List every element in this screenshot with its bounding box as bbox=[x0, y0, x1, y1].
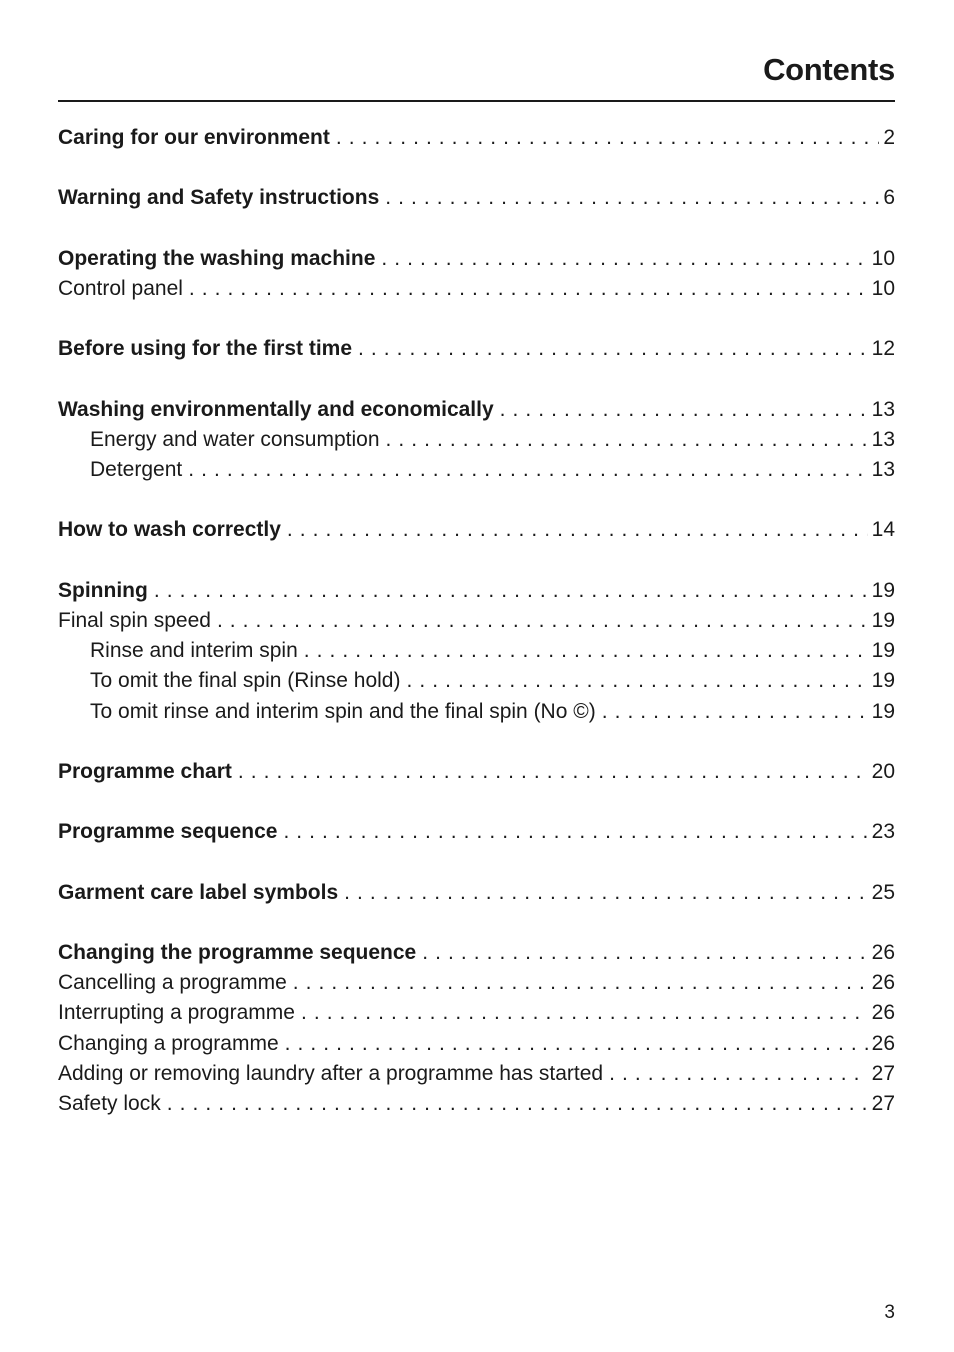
toc-entry-label: Garment care label symbols bbox=[58, 880, 339, 904]
toc-entry-page: 13 bbox=[871, 458, 895, 482]
toc-entry-label: Changing a programme bbox=[58, 1031, 279, 1055]
page-title: Contents bbox=[763, 52, 895, 87]
toc-entry[interactable] bbox=[58, 1029, 895, 1059]
toc-entry-label: Safety lock bbox=[58, 1092, 161, 1115]
dot-leader bbox=[602, 697, 868, 727]
toc-entry[interactable] bbox=[58, 938, 895, 968]
toc-entry-page: 19 bbox=[871, 669, 895, 693]
toc-entry-label: Spinning bbox=[58, 578, 148, 602]
dot-leader bbox=[189, 274, 868, 304]
dot-leader bbox=[336, 123, 879, 153]
toc-entry-label: Changing the programme sequence bbox=[58, 941, 417, 965]
toc-entry[interactable] bbox=[58, 998, 895, 1028]
toc-entry[interactable] bbox=[58, 455, 895, 485]
toc-entry-label: Cancelling a programme bbox=[58, 971, 287, 995]
toc-entry-label: Final spin speed bbox=[58, 609, 211, 632]
toc-entry-page: 10 bbox=[871, 246, 895, 270]
table-of-contents bbox=[58, 123, 895, 1119]
toc-entry-page: 2 bbox=[883, 126, 895, 149]
dot-leader bbox=[609, 1059, 868, 1089]
dot-leader bbox=[167, 1089, 868, 1119]
toc-entry[interactable] bbox=[58, 244, 895, 274]
toc-entry-label: Before using for the first time bbox=[58, 337, 353, 361]
toc-entry-page: 6 bbox=[883, 186, 895, 210]
toc-entry-label: How to wash correctly bbox=[58, 518, 281, 542]
dot-leader bbox=[301, 998, 868, 1028]
page-number: 3 bbox=[884, 1302, 895, 1323]
toc-entry[interactable] bbox=[58, 425, 895, 455]
dot-leader bbox=[385, 183, 879, 213]
toc-entry-label: Rinse and interim spin bbox=[90, 639, 298, 663]
toc-entry-label: Washing environmentally and economically bbox=[58, 397, 494, 421]
toc-entry-page: 19 bbox=[871, 609, 895, 632]
toc-entry[interactable] bbox=[58, 334, 895, 364]
toc-entry-page: 14 bbox=[871, 518, 895, 542]
dot-leader bbox=[386, 425, 868, 455]
dot-leader bbox=[287, 515, 868, 545]
toc-entry-label: Warning and Safety instructions bbox=[58, 186, 380, 210]
toc-entry-page: 13 bbox=[871, 427, 895, 451]
toc-entry-label: Operating the washing machine bbox=[58, 246, 376, 270]
dot-leader bbox=[238, 757, 868, 787]
toc-entry-label: Programme chart bbox=[58, 759, 232, 783]
dot-leader bbox=[344, 878, 868, 908]
toc-entry[interactable] bbox=[58, 606, 895, 636]
toc-entry[interactable] bbox=[58, 757, 895, 787]
toc-entry-page: 19 bbox=[871, 699, 895, 723]
toc-entry-page: 26 bbox=[871, 941, 895, 965]
dot-leader bbox=[500, 395, 868, 425]
toc-entry[interactable] bbox=[58, 697, 895, 727]
toc-entry-label: To omit rinse and interim spin and the final spin (No ©) bbox=[90, 699, 596, 723]
toc-entry-page: 26 bbox=[871, 971, 895, 995]
dot-leader bbox=[217, 606, 868, 636]
toc-entry-page: 23 bbox=[871, 820, 895, 844]
toc-entry[interactable] bbox=[58, 274, 895, 304]
toc-entry[interactable] bbox=[58, 1089, 895, 1119]
toc-entry-label: To omit the final spin (Rinse hold) bbox=[90, 669, 401, 693]
dot-leader bbox=[304, 636, 868, 666]
dot-leader bbox=[188, 455, 867, 485]
toc-entry-label: Adding or removing laundry after a programme has started bbox=[58, 1061, 604, 1085]
toc-entry-page: 26 bbox=[871, 1001, 895, 1025]
toc-entry[interactable] bbox=[58, 123, 895, 153]
toc-entry-label: Interrupting a programme bbox=[58, 1001, 295, 1025]
dot-leader bbox=[358, 334, 868, 364]
toc-entry[interactable] bbox=[58, 636, 895, 666]
dot-leader bbox=[406, 666, 867, 696]
toc-entry-page: 27 bbox=[871, 1061, 895, 1085]
dot-leader bbox=[154, 576, 868, 606]
toc-entry-page: 26 bbox=[871, 1031, 895, 1055]
toc-entry[interactable] bbox=[58, 817, 895, 847]
toc-entry-page: 20 bbox=[871, 759, 895, 783]
dot-leader bbox=[285, 1029, 868, 1059]
toc-entry-page: 19 bbox=[871, 639, 895, 663]
toc-entry[interactable] bbox=[58, 576, 895, 606]
toc-entry-label: Caring for our environment bbox=[58, 126, 330, 149]
dot-leader bbox=[293, 968, 868, 998]
toc-entry[interactable] bbox=[58, 395, 895, 425]
toc-entry[interactable] bbox=[58, 515, 895, 545]
toc-entry-label: Programme sequence bbox=[58, 820, 278, 844]
toc-entry-page: 25 bbox=[871, 880, 895, 904]
toc-entry[interactable] bbox=[58, 968, 895, 998]
toc-entry[interactable] bbox=[58, 666, 895, 696]
toc-entry-page: 12 bbox=[871, 337, 895, 361]
toc-entry[interactable] bbox=[58, 878, 895, 908]
dot-leader bbox=[381, 244, 867, 274]
dot-leader bbox=[422, 938, 867, 968]
toc-entry-label: Energy and water consumption bbox=[90, 427, 380, 451]
toc-entry-page: 10 bbox=[871, 276, 895, 300]
toc-entry-label: Control panel bbox=[58, 276, 183, 300]
toc-entry-page: 13 bbox=[871, 397, 895, 421]
toc-entry-page: 19 bbox=[871, 578, 895, 602]
toc-entry[interactable] bbox=[58, 183, 895, 213]
dot-leader bbox=[283, 817, 867, 847]
toc-entry[interactable] bbox=[58, 1059, 895, 1089]
toc-entry-page: 27 bbox=[871, 1092, 895, 1115]
title-divider bbox=[58, 100, 895, 102]
toc-entry-label: Detergent bbox=[90, 458, 183, 482]
